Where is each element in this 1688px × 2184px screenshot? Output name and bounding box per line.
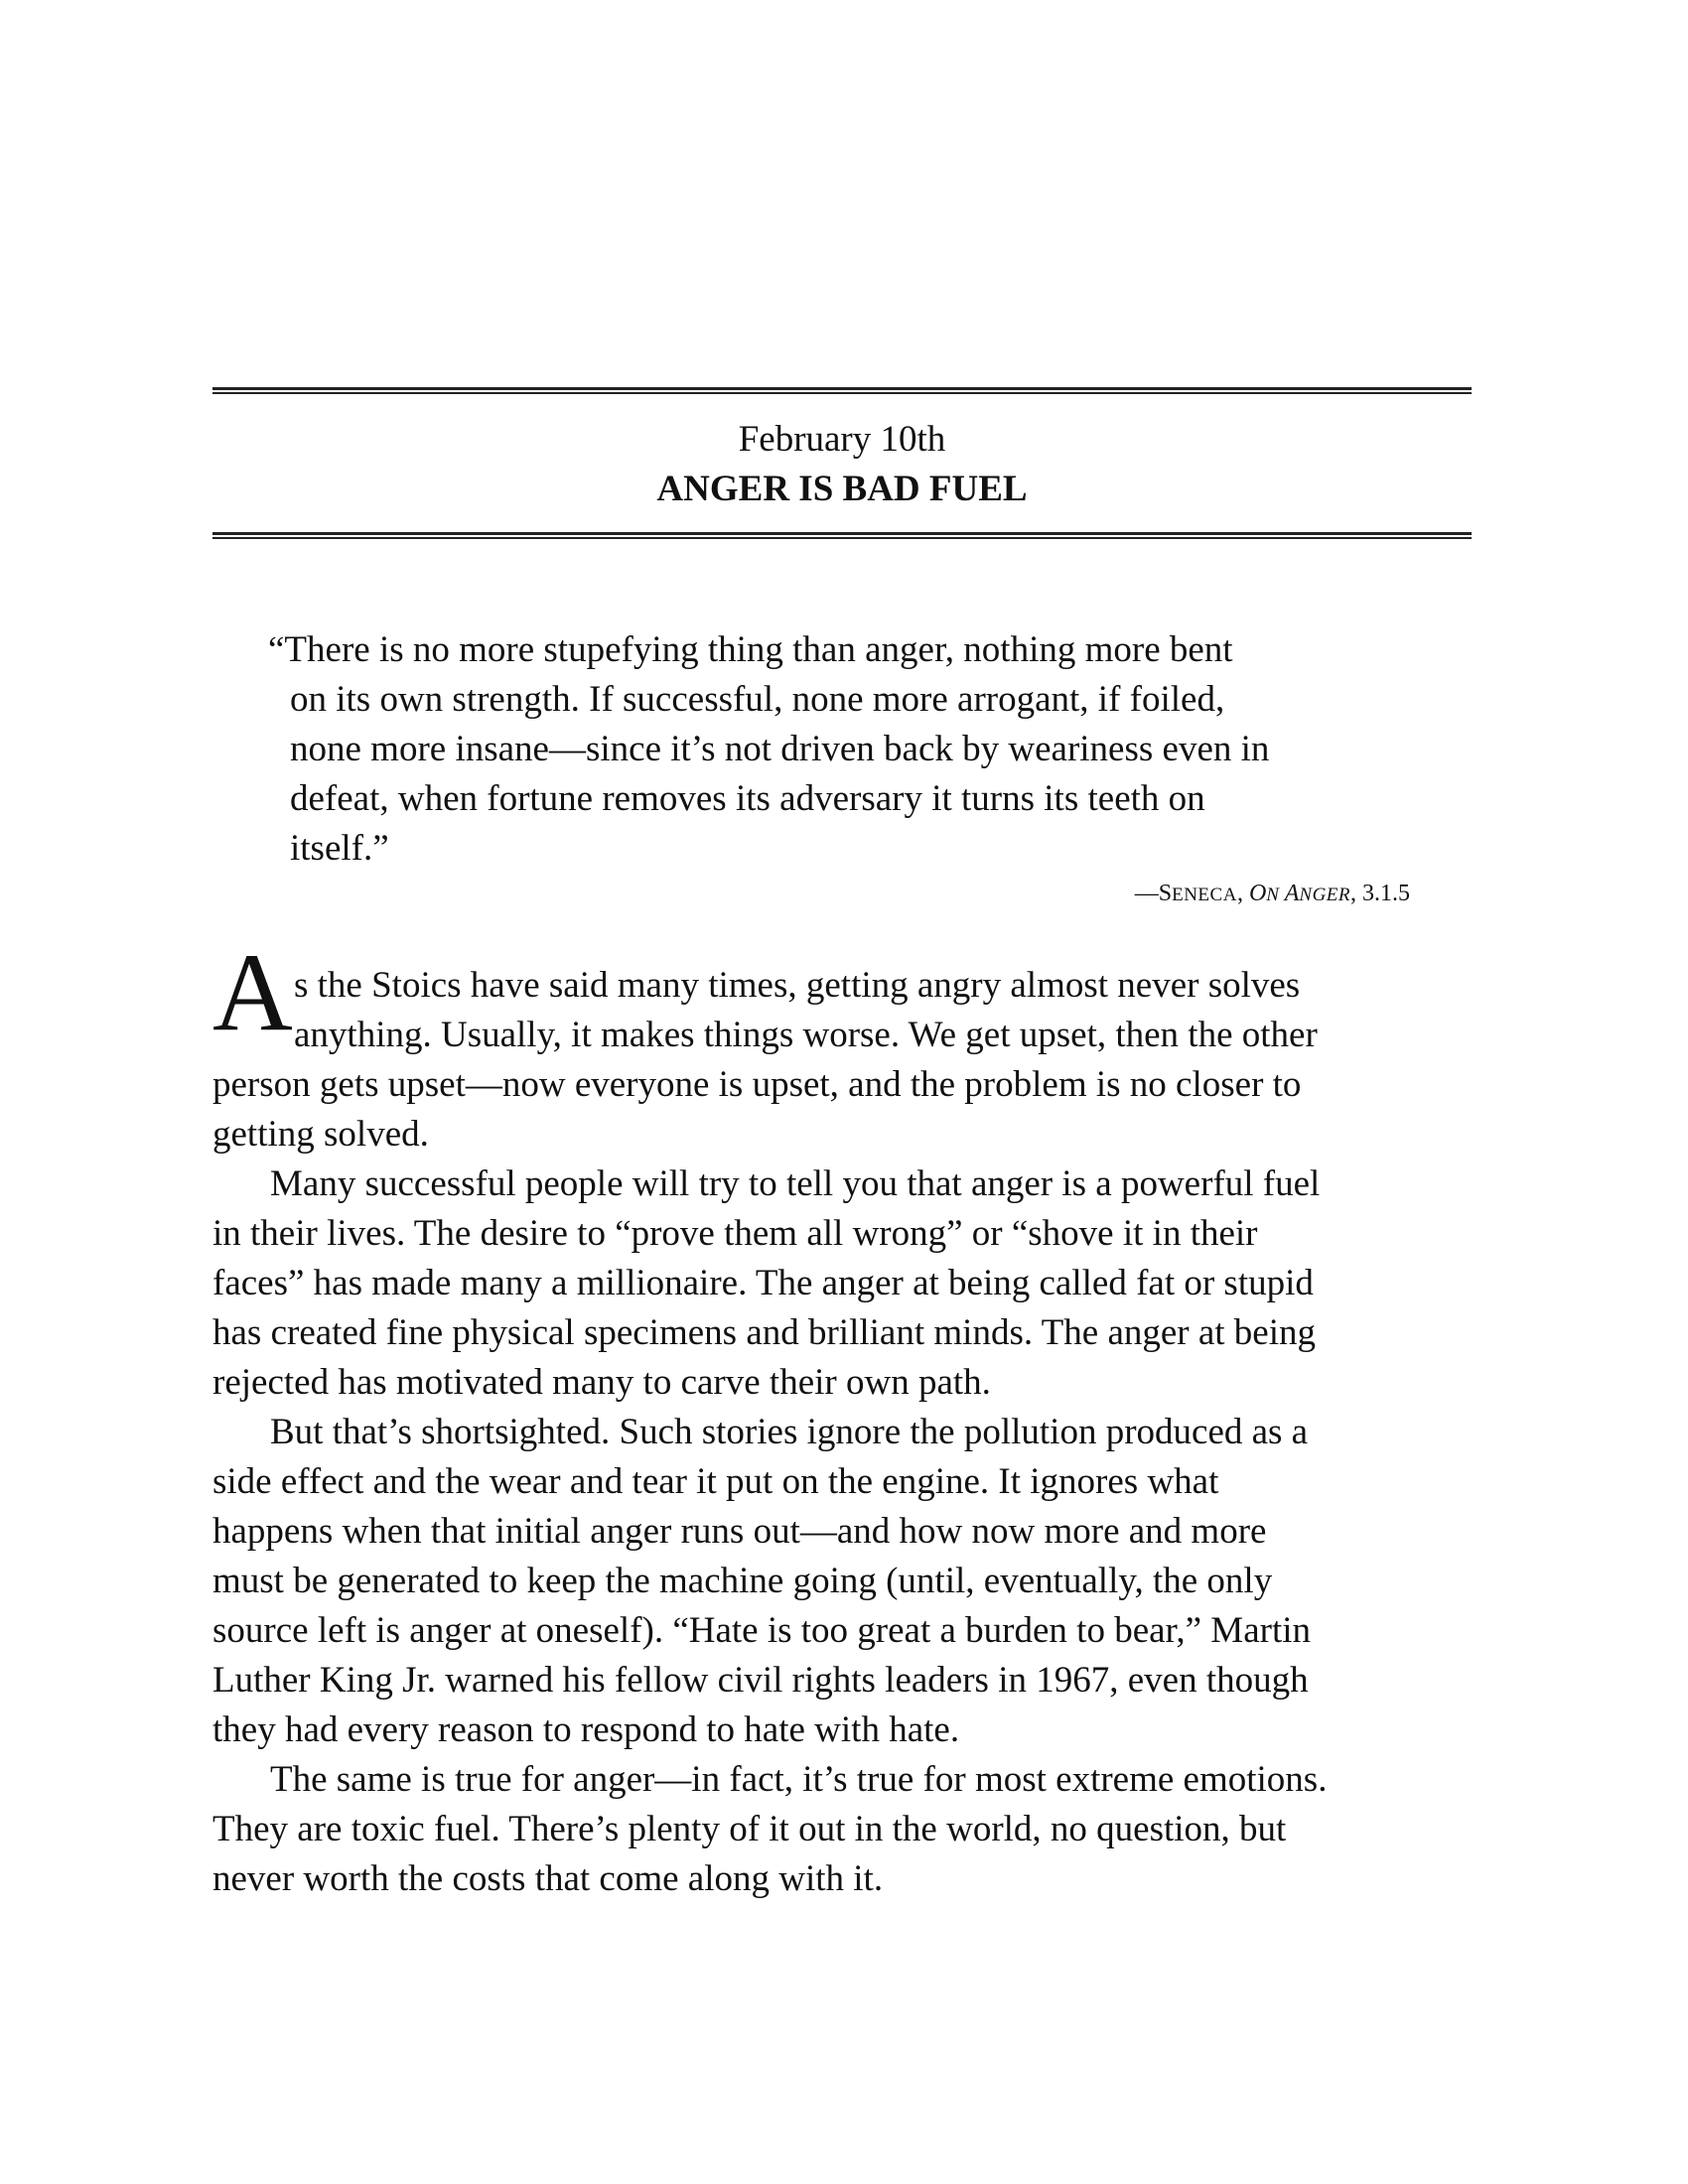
work-title — [1249, 881, 1350, 906]
body-line: faces” has made many a millionaire. The anger at being called fat or stupid — [212, 1263, 1314, 1303]
body-line: they had every reason to respond to hate with hate. — [212, 1709, 960, 1750]
attribution-dash: — — [1134, 881, 1159, 906]
author-name-rest: ENECA — [1172, 885, 1237, 905]
body-line: They are toxic fuel. There’s plenty of it out in the world, no question, but — [212, 1809, 1287, 1849]
work-initial-1: O — [1248, 881, 1267, 906]
body-line: happens when that initial anger runs out—and how now more and more — [212, 1511, 1267, 1552]
body-line: The same is true for anger—in fact, it’s true for most extreme emotions. — [270, 1759, 1328, 1800]
drop-cap: A — [212, 931, 293, 1054]
epigraph-attribution — [993, 874, 1410, 915]
epigraph-line: defeat, when fortune removes its adversary it turns its teeth on — [290, 778, 1205, 819]
work-initial-2: A — [1284, 881, 1300, 906]
bottom-double-rule — [212, 532, 1472, 539]
body-line: But that’s shortsighted. Such stories ignore the pollution produced as a — [270, 1412, 1309, 1452]
body-text — [212, 961, 1493, 1904]
entry-title: ANGER IS BAD FUEL — [656, 469, 1028, 509]
entry-date: February 10th — [738, 419, 946, 460]
body-line: never worth the costs that come along with it. — [212, 1858, 884, 1899]
body-line: must be generated to keep the machine going (until, eventually, the only — [212, 1561, 1273, 1601]
top-double-rule — [212, 387, 1472, 394]
attribution-citation: , 3.1.5 — [1350, 881, 1410, 906]
epigraph-line: none more insane—since it’s not driven back by weariness even in — [290, 729, 1270, 769]
body-line: Many successful people will try to tell you that anger is a powerful fuel — [270, 1163, 1321, 1204]
body-line: person gets upset—now everyone is upset, and the problem is no closer to — [212, 1064, 1302, 1105]
author-initial: S — [1158, 881, 1173, 906]
epigraph-quote — [268, 625, 1430, 874]
body-line: in their lives. The desire to “prove them all wrong” or “shove it in their — [212, 1213, 1258, 1254]
body-line: anything. Usually, it makes things worse. We get upset, then the other — [294, 1015, 1318, 1055]
body-line: s the Stoics have said many times, getting angry almost never solves — [294, 965, 1301, 1006]
attribution-comma: , — [1236, 881, 1249, 906]
body-line: Luther King Jr. warned his fellow civil rights leaders in 1967, even though — [212, 1660, 1309, 1701]
body-line: side effect and the wear and tear it put on the engine. It ignores what — [212, 1461, 1219, 1502]
body-line: getting solved. — [212, 1114, 429, 1155]
epigraph-line: “There is no more stupefying thing than anger, nothing more bent — [268, 629, 1233, 670]
body-line: source left is anger at oneself). “Hate is too great a burden to bear,” Martin — [212, 1610, 1312, 1651]
body-line: rejected has motivated many to carve their own path. — [212, 1362, 991, 1403]
epigraph-line: itself.” — [290, 828, 389, 869]
work-rest-2: NGER — [1299, 885, 1350, 905]
body-line: has created fine physical specimens and brilliant minds. The anger at being — [212, 1312, 1317, 1353]
epigraph-line: on its own strength. If successful, none more arrogant, if foiled, — [290, 679, 1225, 720]
work-rest-1: N — [1266, 885, 1285, 905]
